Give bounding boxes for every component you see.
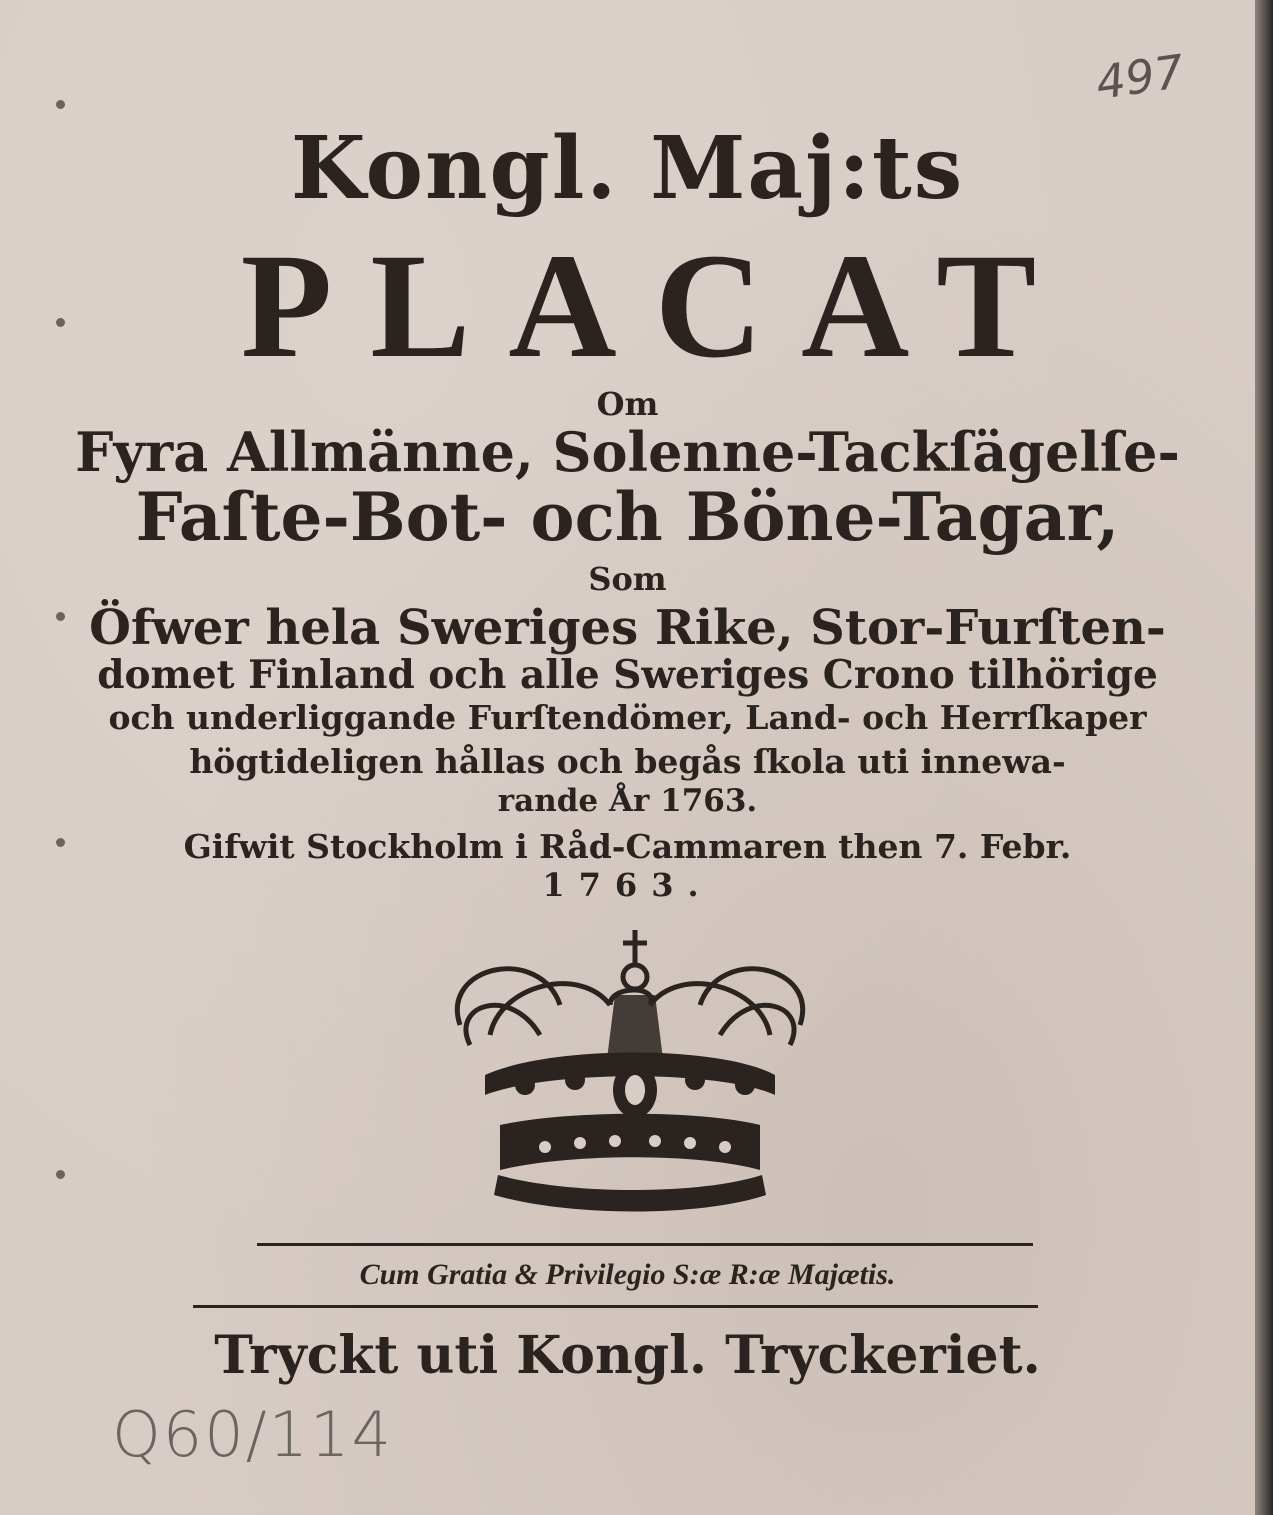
binding-hole (56, 100, 65, 109)
text-line-4: domet Finland och alle Sweriges Crono tilhörige (97, 652, 1158, 698)
shelfmark-annotation: Q60/114 (112, 1398, 393, 1471)
rule-bottom (193, 1305, 1038, 1308)
text-line-2: Faſte-Bot- och Böne-Tagar, (135, 478, 1120, 556)
text-line-3: Öfwer hela Sweriges Rike, Stor-Furſten- (89, 600, 1166, 656)
text-som: Som (588, 560, 667, 598)
crown-icon (430, 925, 830, 1215)
binding-hole (56, 1170, 65, 1179)
text-line-9: 1763. (542, 866, 713, 904)
printer-imprint: Tryckt uti Kongl. Tryckeriet. (214, 1325, 1041, 1386)
page-edge (1255, 0, 1273, 1515)
text-line-8: Gifwit Stockholm i Råd-Cammaren then 7. Febr. (183, 827, 1072, 866)
text-om: Om (596, 385, 659, 423)
text-line-6: högtideligen hållas och begås ſkola uti innewa- (189, 742, 1066, 781)
page-number-annotation: 497 (1092, 44, 1188, 110)
document-title: PLACAT (240, 223, 1075, 389)
text-line-7: rande År 1763. (497, 783, 758, 819)
rule-top (257, 1243, 1033, 1246)
heading-line: Kongl. Maj:ts (290, 118, 965, 219)
text-line-5: och underliggande Furſtendömer, Land- och Herrſkaper (108, 698, 1147, 737)
text-line-1: Fyra Allmänne, Solenne-Tackſägelſe- (75, 420, 1180, 484)
privilege-line: Cum Gratia & Privilegio S:æ R:æ Majætis. (359, 1258, 896, 1291)
